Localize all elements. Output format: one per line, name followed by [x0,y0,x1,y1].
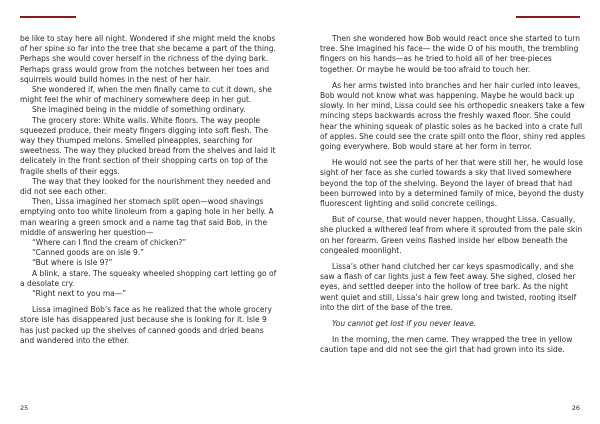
paragraph: But of course, that would never happen, thought Lissa. Casually, she plucked a withered leaf from where it sprouted from the pale skin on her forearm. Green veins flashed inside her elbow beneath the congealed moonlight. [320,215,583,255]
paragraph: The way that they looked for the nourishment they needed and did not see each other. [20,176,271,197]
paragraph: The grocery store: White walls. White floors. The way people squeezed produce, their meaty fingers digging into soft flesh. The way they thumped melons. Smelled pineapples, searching for sweetness. The way they plucked bread from the shelves and laid it delicately in the front section of their shopping carts on top of the fragile shells of their eggs. [20,115,276,176]
italic-line: You cannot get lost if you never leave. [332,319,477,329]
paragraph: Lissa’s other hand clutched her car keys spasmodically, and she saw a flash of car lights just a few feet away. She sighed, closed her eyes, and settled deeper into the hollow of tree bark. As the night went quiet and still, Lissa’s hair grew long and twisted, rooting itself into the dirt of the base of the tree. [320,262,577,312]
paragraph: He would not see the parts of her that were still her, he would lose sight of her face as she curled towards a sky that lived somewhere beyond the top of the shelving. Beyond the layer of bread that had been burrowed into by a determined family of mice, beyond the dusty fluorescent lighting and solid concrete ceilings. [320,158,584,209]
paragraph: A blink, a stare. The squeaky wheeled shopping cart letting go of a desolate cry. [20,268,277,288]
dialogue-line: “Canned goods are on isle 9.” [32,248,145,258]
right-page [300,0,600,424]
dialogue-line: “Where can I find the cream of chicken?” [32,238,187,248]
paragraph: As her arms twisted into branches and her hair curled into leaves, Bob would not know what was happening. Maybe he would back up slowly. In her mind, Lissa could see his orthopedic sneakers take a few mincing steps backwards across the freshly waxed floor. She could hear the whining squeak of plastic soles as he backed into a crate full of apples. She could see the crate spill onto the floor, shiny red apples going everywhere. Bob would stare at her form in terror. [320,80,585,152]
page-number: 26 [571,404,580,412]
paragraph: She wondered if, when the men finally came to cut it down, she might feel the whir of machinery somewhere deep in her gut. [20,85,272,105]
paragraph: be like to stay here all night. Wondered if she might meld the knobs of her spine so far into the tree that she became a part of the thing. Perhaps she would cover herself in the richness of the dying bark. Perhaps grass would grow from the notches between her toes and squirrels would build homes in the nest of her hair. [20,34,276,84]
paragraph: Then, Lissa imagined her stomach split open—wood shavings emptying onto too white linoleum from a gaping hole in her belly. A man wearing a green smock and a name tag that said Bob, in the middle of answering her question— [20,197,274,237]
paragraph: Lissa imagined Bob’s face as he realized that the whole grocery store isle has disappeared just because she is looking for it. Isle 9 has just packed up the shelves of canned goods and dried beans and wandered into the ether. [20,305,272,345]
paragraph: In the morning, the men came. They wrapped the tree in yellow caution tape and did not see the girl that had grown into its side. [320,335,573,355]
left-page-text [20,34,278,346]
paragraph: Then she wondered how Bob would react once she started to turn tree. She imagined his face— the wide O of his mouth, the trembling fingers on his hands—as he tried to hold all of her tree-pieces together. Or maybe he would be too afraid to touch her. [320,34,580,74]
header-rule [20,16,76,18]
paragraph: She imagined being in the middle of something ordinary. [32,105,246,115]
right-page-text [320,34,588,356]
dialogue-line: “But where is isle 9?” [32,258,113,268]
page-number: 25 [20,404,29,412]
dialogue-line: “Right next to you ma—” [32,289,127,299]
header-rule [516,16,580,18]
